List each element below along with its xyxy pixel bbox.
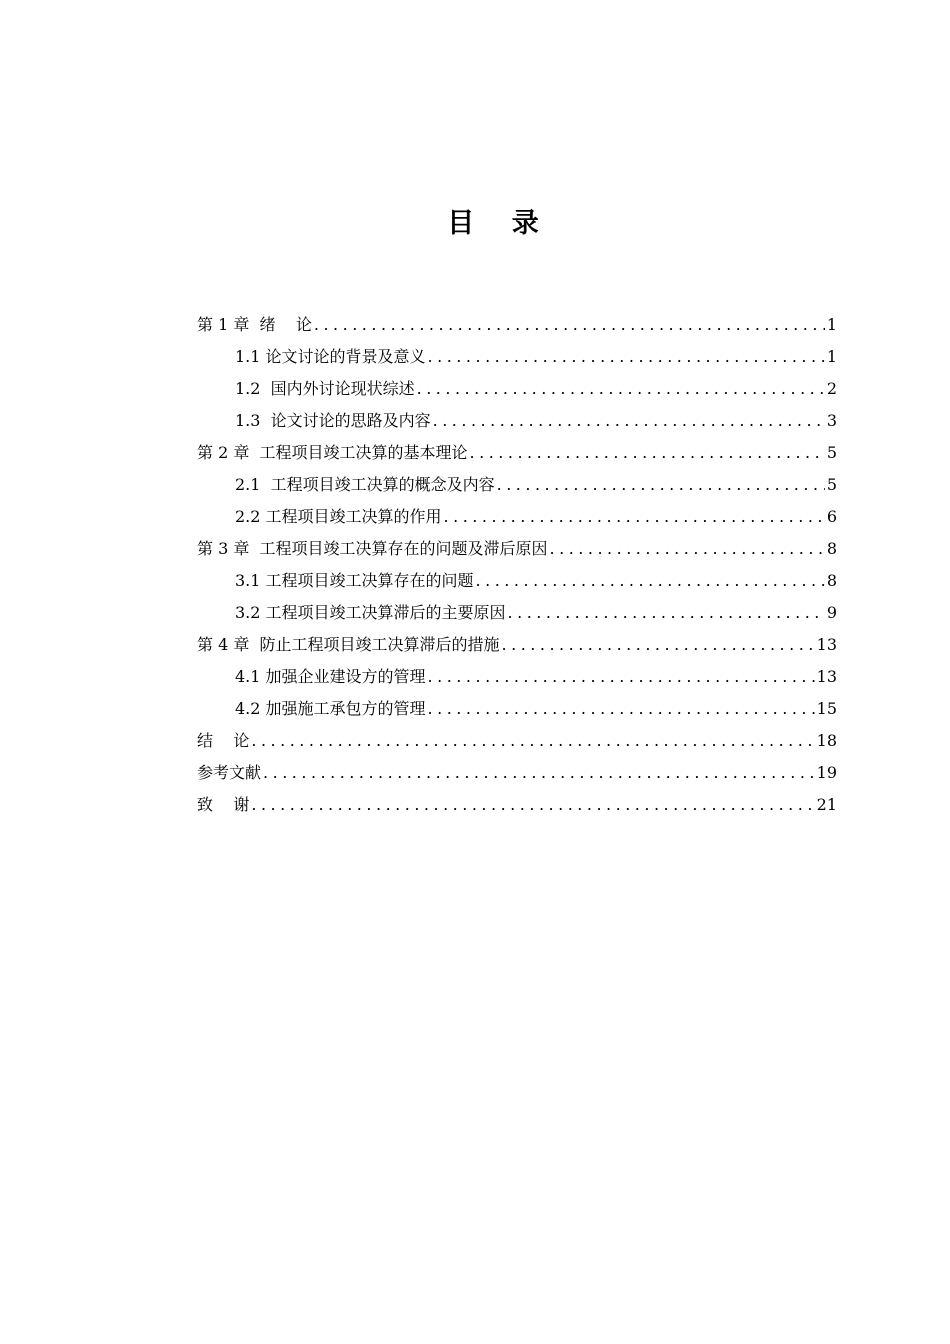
toc-entry-label: 2.1 工程项目竣工决算的概念及内容 [235, 475, 495, 494]
toc-dot-leader [470, 437, 825, 469]
toc-entry[interactable] [197, 373, 837, 405]
toc-entry-label: 4.1 加强企业建设方的管理 [235, 667, 426, 686]
toc-dot-leader [251, 725, 814, 757]
toc-entry-page: 15 [816, 699, 837, 718]
toc-entry[interactable] [197, 437, 837, 469]
toc-entry-page: 9 [826, 603, 837, 622]
toc-dot-leader [263, 757, 815, 789]
toc-entry-page: 5 [826, 443, 837, 462]
toc-dot-leader [433, 405, 825, 437]
toc-entry-label: 结 论 [197, 731, 250, 750]
table-of-contents [197, 309, 837, 821]
toc-entry[interactable] [197, 309, 837, 341]
toc-entry-label: 1.3 论文讨论的思路及内容 [235, 411, 431, 430]
toc-entry[interactable] [197, 789, 837, 821]
toc-entry-page: 3 [826, 411, 837, 430]
toc-entry[interactable] [197, 469, 837, 501]
toc-entry-page: 8 [826, 539, 837, 558]
toc-entry-page: 21 [816, 795, 837, 814]
toc-entry[interactable] [197, 693, 837, 725]
toc-entry[interactable] [197, 405, 837, 437]
toc-entry-page: 18 [816, 731, 837, 750]
toc-dot-leader [502, 629, 815, 661]
toc-dot-leader [476, 565, 825, 597]
toc-dot-leader [417, 373, 825, 405]
toc-entry[interactable] [197, 565, 837, 597]
toc-dot-leader [428, 693, 815, 725]
toc-entry-label: 致 谢 [197, 795, 250, 814]
toc-entry-label: 2.2 工程项目竣工决算的作用 [235, 507, 442, 526]
toc-dot-leader [497, 469, 825, 501]
toc-entry[interactable] [197, 501, 837, 533]
toc-entry-label: 第 1 章 绪 论 [197, 315, 312, 334]
toc-entry-label: 1.2 国内外讨论现状综述 [235, 379, 415, 398]
toc-entry-label: 第 3 章 工程项目竣工决算存在的问题及滞后原因 [197, 539, 548, 558]
toc-entry-label: 第 2 章 工程项目竣工决算的基本理论 [197, 443, 468, 462]
toc-entry-label: 3.2 工程项目竣工决算滞后的主要原因 [235, 603, 506, 622]
toc-entry-label: 3.1 工程项目竣工决算存在的问题 [235, 571, 474, 590]
toc-title: 目 录 [447, 208, 553, 239]
toc-entry[interactable] [197, 533, 837, 565]
toc-entry-page: 19 [816, 763, 837, 782]
toc-dot-leader [314, 309, 825, 341]
toc-entry[interactable] [197, 341, 837, 373]
toc-entry-page: 6 [826, 507, 837, 526]
toc-entry-page: 1 [826, 347, 837, 366]
toc-entry[interactable] [197, 629, 837, 661]
toc-entry-page: 13 [816, 667, 837, 686]
toc-dot-leader [444, 501, 825, 533]
toc-entry-label: 1.1 论文讨论的背景及意义 [235, 347, 426, 366]
toc-dot-leader [428, 341, 825, 373]
toc-entry-label: 4.2 加强施工承包方的管理 [235, 699, 426, 718]
toc-entry-page: 8 [826, 571, 837, 590]
toc-entry-page: 1 [826, 315, 837, 334]
toc-dot-leader [550, 533, 825, 565]
toc-entry[interactable] [197, 725, 837, 757]
toc-entry[interactable] [197, 757, 837, 789]
toc-dot-leader [251, 789, 814, 821]
toc-dot-leader [508, 597, 825, 629]
toc-entry[interactable] [197, 661, 837, 693]
toc-dot-leader [428, 661, 815, 693]
toc-entry-label: 第 4 章 防止工程项目竣工决算滞后的措施 [197, 635, 500, 654]
toc-entry-page: 13 [816, 635, 837, 654]
toc-entry[interactable] [197, 597, 837, 629]
toc-entry-label: 参考文献 [197, 763, 262, 782]
toc-entry-page: 2 [826, 379, 837, 398]
toc-entry-page: 5 [826, 475, 837, 494]
